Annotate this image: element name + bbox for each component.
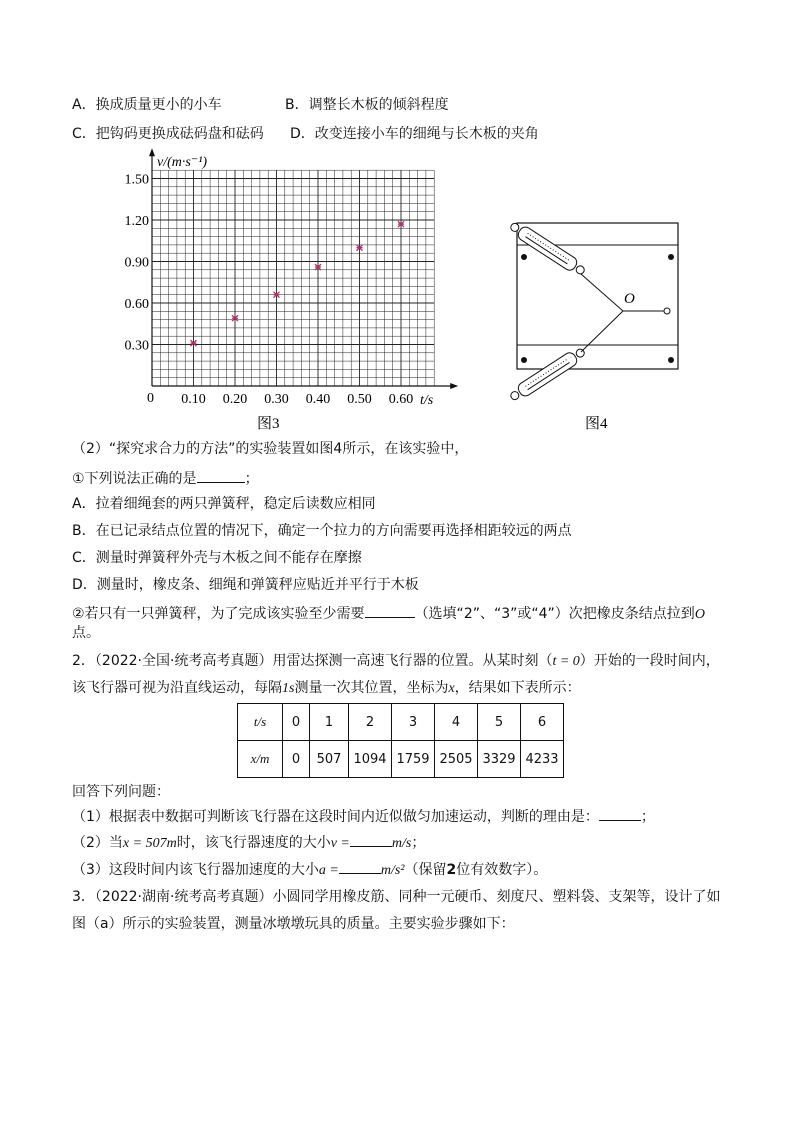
q2-number: 2． [72,653,95,669]
q2-sub3-b: （保留 [404,862,447,878]
q2-sub2-b: 时，该飞行器速度的大小 [176,835,331,851]
q2-sub3-var: a = [318,863,339,878]
x-tick-label: 0.60 [388,392,414,407]
table-cell: 1759 [392,741,435,778]
part2-q1-suffix: ； [244,471,259,487]
q2-line1-a: 用雷达探测一高速飞行器的位置。从某时刻（ [272,653,553,669]
x-axis-label: t/s [420,393,434,408]
q2-sub3-unit: m/s² [380,863,405,878]
part2-q2-end: 点。 [72,625,100,641]
q2-unit-1s: 1s [282,681,295,696]
y-tick-label: 0.90 [124,255,149,271]
q3-line1 [72,888,720,906]
figure-3-caption: 图3 [257,416,280,432]
table-head-x: x/m [238,741,283,778]
q2-line2-a: 该飞行器可视为沿直线运动，每隔 [72,680,282,696]
q2-sub2-end: ； [411,835,426,851]
part2-option-d: D．测量时，橡皮条、细绳和弹簧秤应贴近并平行于木板 [72,577,419,593]
table-row [238,704,564,741]
answer-blank[interactable] [339,859,381,874]
x-tick-label: 0.40 [305,392,331,407]
var-o: O [694,607,705,622]
y-tick-label: 1.20 [124,214,149,229]
table-cell: 5 [478,704,521,741]
q2-line1 [72,652,720,671]
q2-answer-prompt: 回答下列问题： [72,784,170,800]
x-tick-label: 0.20 [222,392,248,407]
part2-option-c: C．测量时弹簧秤外壳与木板之间不能存在摩擦 [72,550,362,566]
q2-source: （2022·全国·统考高考真题） [94,653,273,669]
x-tick-label: 0.50 [347,392,372,407]
answer-blank[interactable] [365,603,415,618]
q2-sub2 [72,832,425,853]
y-axis-label-text: v/(m·s⁻¹) [157,155,208,170]
answer-blank[interactable] [599,806,641,821]
part2-q1-prefix: ①下列说法正确的是 [72,471,197,487]
q2-line1-b: ）开始的一段时间内， [579,653,720,669]
point-o-label: O [624,291,635,307]
q3-line1-text: 小圆同学用橡皮筋、同种一元硬币、刻度尺、塑料袋、支架等，设计了如 [272,889,721,905]
origin-label: 0 [147,391,154,406]
y-tick-label: 0.30 [124,338,149,354]
q2-eq-t0: t = 0 [552,654,580,669]
q2-sub3-num: 2 [446,862,457,878]
spring-balance-lower [508,345,588,404]
figure-4-apparatus [505,215,695,430]
answer-blank[interactable] [197,468,245,483]
part2-option-b: B．在已记录结点位置的情况下，确定一个拉力的方向需要再选择相距较远的两点 [72,523,572,539]
cords [581,274,623,352]
option-c: C．把钩码更换成砝码盘和砝码 [72,126,264,142]
table-cell: 4 [435,704,478,741]
table-cell: 2505 [435,741,478,778]
part2-q1 [72,468,259,488]
data-table [237,703,564,778]
table-cell: 0 [283,741,310,778]
q2-var-x: x [448,681,455,696]
spring-balance-upper [508,219,588,278]
figure-4-caption: 图4 [585,416,608,432]
q3-source: （2022·湖南·统考高考真题） [94,889,273,905]
x-tick-label: 0.30 [264,392,289,407]
q2-sub1-end: ； [640,809,655,825]
y-axis-arrow [149,148,155,156]
pin-bottom-left [521,357,527,363]
table-cell: 3 [392,704,435,741]
table-cell: 3329 [478,741,521,778]
q2-sub1-text: （1）根据表中数据可判断该飞行器在这段时间内近似做匀加速运动，判断的理由是： [72,809,599,825]
table-head-t: t/s [238,704,283,741]
q3-line2: 图（a）所示的实验装置，测量冰墩墩玩具的质量。主要实验步骤如下： [72,916,515,932]
table-row [238,741,564,778]
y-tick-label: 0.60 [124,297,149,312]
option-a: A．换成质量更小的小车 [72,97,222,113]
part2-option-a: A．拉着细绳套的两只弹簧秤，稳定后读数应相同 [72,496,376,512]
q2-sub3-a: （3）这段时间内该飞行器加速度的大小 [72,862,319,878]
y-axis-label [157,155,207,170]
table-cell: 4233 [521,741,564,778]
table-cell: 6 [521,704,564,741]
q2-sub2-unit: m/s [391,836,412,851]
table-cell: 1 [310,704,349,741]
pin-top-left [521,254,527,260]
answer-blank[interactable] [350,832,392,847]
y-tick-label: 1.50 [124,172,149,188]
option-d: D．改变连接小车的细绳与长木板的夹角 [290,126,539,142]
figure-3-vt-chart [124,146,450,436]
q2-sub2-var: v = [330,836,350,851]
part2-q2 [72,603,705,624]
table-cell: 2 [349,704,392,741]
q2-sub2-a: （2）当 [72,835,123,851]
q2-sub3 [72,859,547,880]
q3-number: 3． [72,889,95,905]
part2-intro: （2）“探究求合力的方法”的实验装置如图4所示，在该实验中， [72,441,469,457]
table-cell: 1094 [349,741,392,778]
q2-line2-c: ，结果如下表所示： [454,680,581,696]
q2-sub1 [72,806,655,826]
q2-line2 [72,679,581,698]
part2-q2-prefix: ②若只有一只弹簧秤，为了完成该实验至少需要 [72,606,365,622]
part2-q2-suffix: （选填“2”、“3”或“4”）次把橡皮条结点拉到 [414,606,695,622]
anchor-pin [664,308,670,314]
pin-top-right [668,254,674,260]
option-b: B．调整长木板的倾斜程度 [285,97,449,113]
x-axis-arrow [450,383,458,389]
table-cell: 0 [283,704,310,741]
q2-sub3-c: 位有效数字）。 [456,862,548,878]
pin-bottom-right [668,357,674,363]
x-tick-label: 0.10 [181,392,206,407]
q2-sub2-eq: x = 507m [122,836,177,851]
q2-line2-b: 测量一次其位置，坐标为 [294,680,449,696]
table-cell: 507 [310,741,349,778]
